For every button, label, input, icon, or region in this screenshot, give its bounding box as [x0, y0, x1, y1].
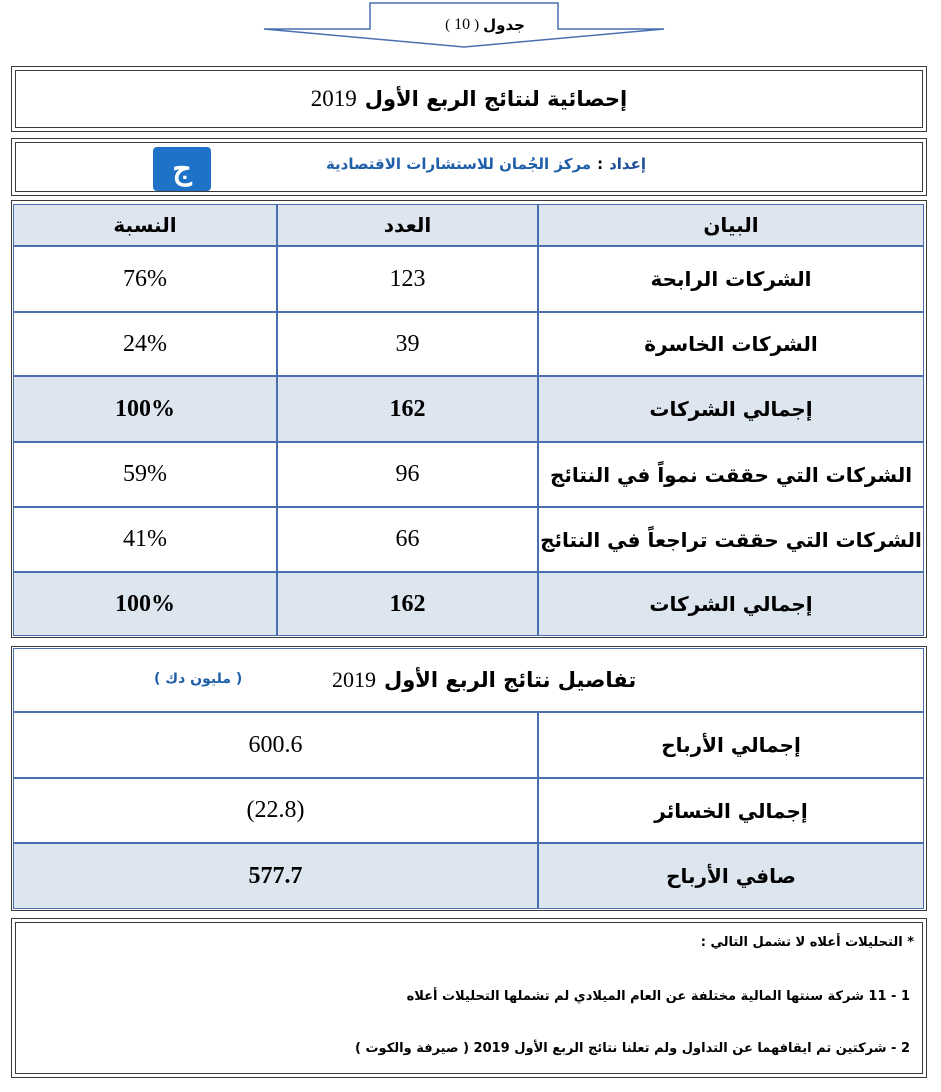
header-count-label: العدد [383, 213, 432, 237]
details-desc-label: صافي الأرباح [666, 864, 796, 888]
details-title [332, 667, 636, 693]
table-row-count [277, 312, 538, 376]
header-count [277, 204, 538, 246]
table-row-desc [538, 312, 924, 376]
company-logo [153, 147, 211, 191]
row-pct-value: 24% [123, 330, 167, 357]
prepared-prefix: إعداد [609, 155, 646, 173]
row-pct-value: 100% [115, 395, 175, 422]
prepared-box [11, 138, 927, 196]
details-row-desc [538, 778, 924, 843]
row-desc-label: الشركات التي حققت نمواً في النتائج [549, 462, 913, 487]
title-box [11, 66, 927, 132]
table-row-pct [13, 246, 277, 312]
details-value: (22.8) [246, 797, 305, 823]
row-pct-value: 76% [123, 265, 167, 292]
table-row-pct [13, 442, 277, 507]
prepared-line [306, 155, 646, 173]
row-desc-label: إجمالي الشركات [649, 592, 813, 616]
row-desc-label: الشركات التي حققت تراجعاً في النتائج [540, 527, 922, 552]
row-pct-value: 100% [115, 590, 175, 617]
details-desc-label: إجمالي الخسائر [654, 798, 808, 823]
header-desc [538, 204, 924, 246]
note-item: 2 - شركتين تم ايقافهما عن التداول ولم تعلنا نتائج الربع الأول 2019 ( صيرفة والكوت ) [355, 1041, 910, 1056]
page-title [311, 86, 627, 112]
row-desc-label: الشركات الخاسرة [644, 332, 818, 356]
table-number-label [405, 16, 525, 34]
table-row-count [277, 246, 538, 312]
row-pct-value: 59% [123, 461, 167, 487]
table-row-pct [13, 572, 277, 636]
details-row-desc [538, 843, 924, 909]
paren-close: ) [445, 16, 451, 33]
row-count-value: 39 [395, 330, 420, 357]
table-word: جدول [483, 16, 525, 34]
details-row-value [13, 712, 538, 778]
header-desc-label: البيان [703, 213, 759, 237]
table-row-pct [13, 507, 277, 572]
table-row-count [277, 572, 538, 636]
row-count-value: 162 [389, 395, 426, 422]
row-count-value: 162 [389, 590, 426, 617]
table-row-desc [538, 246, 924, 312]
prepared-inner [15, 142, 923, 192]
logo-letter: ج [172, 151, 192, 187]
notes-inner [15, 922, 923, 1074]
row-pct-value: 41% [123, 526, 167, 552]
details-title-year: 2019 [332, 667, 376, 692]
row-count-value: 66 [395, 526, 420, 552]
table-row-pct [13, 376, 277, 442]
details-row-value [13, 778, 538, 843]
row-count-value: 96 [395, 461, 420, 487]
notes-heading: * التحليلات أعلاه لا تشمل التالي : [700, 935, 914, 950]
details-title-text: تفاصيل نتائج الربع الأول [384, 668, 637, 692]
details-value: 600.6 [248, 731, 303, 758]
details-row-desc [538, 712, 924, 778]
note-item: 1 - 11 شركة سنتها المالية مختلفة عن العام الميلادي لم تشملها التحليلات أعلاه [406, 989, 910, 1004]
table-row-desc [538, 376, 924, 442]
table-row-desc [538, 442, 924, 507]
paren-open: ( [474, 16, 480, 33]
details-title-row [13, 648, 924, 712]
title-year: 2019 [310, 86, 357, 111]
header-pct [13, 204, 277, 246]
table-row-count [277, 507, 538, 572]
row-desc-label: إجمالي الشركات [649, 397, 813, 421]
table-row-pct [13, 312, 277, 376]
table-row-count [277, 442, 538, 507]
table-row-desc [538, 572, 924, 636]
details-desc-label: إجمالي الأرباح [661, 733, 801, 757]
prepared-name: مركز الجُمان للاستشارات الاقتصادية [325, 155, 592, 173]
table-row-count [277, 376, 538, 442]
title-inner [15, 70, 923, 128]
details-row-value [13, 843, 538, 909]
row-count-value: 123 [389, 265, 426, 292]
notes-box [11, 918, 927, 1078]
details-value: 577.7 [248, 862, 303, 889]
table-row-desc [538, 507, 924, 572]
table-number: 10 [454, 16, 471, 33]
header-pct-label: النسبة [113, 213, 177, 237]
row-desc-label: الشركات الرابحة [650, 267, 812, 291]
title-text: إحصائية لنتائج الربع الأول [364, 87, 628, 111]
prepared-separator: : [597, 155, 604, 173]
details-unit: ( مليون دك ) [154, 671, 243, 687]
